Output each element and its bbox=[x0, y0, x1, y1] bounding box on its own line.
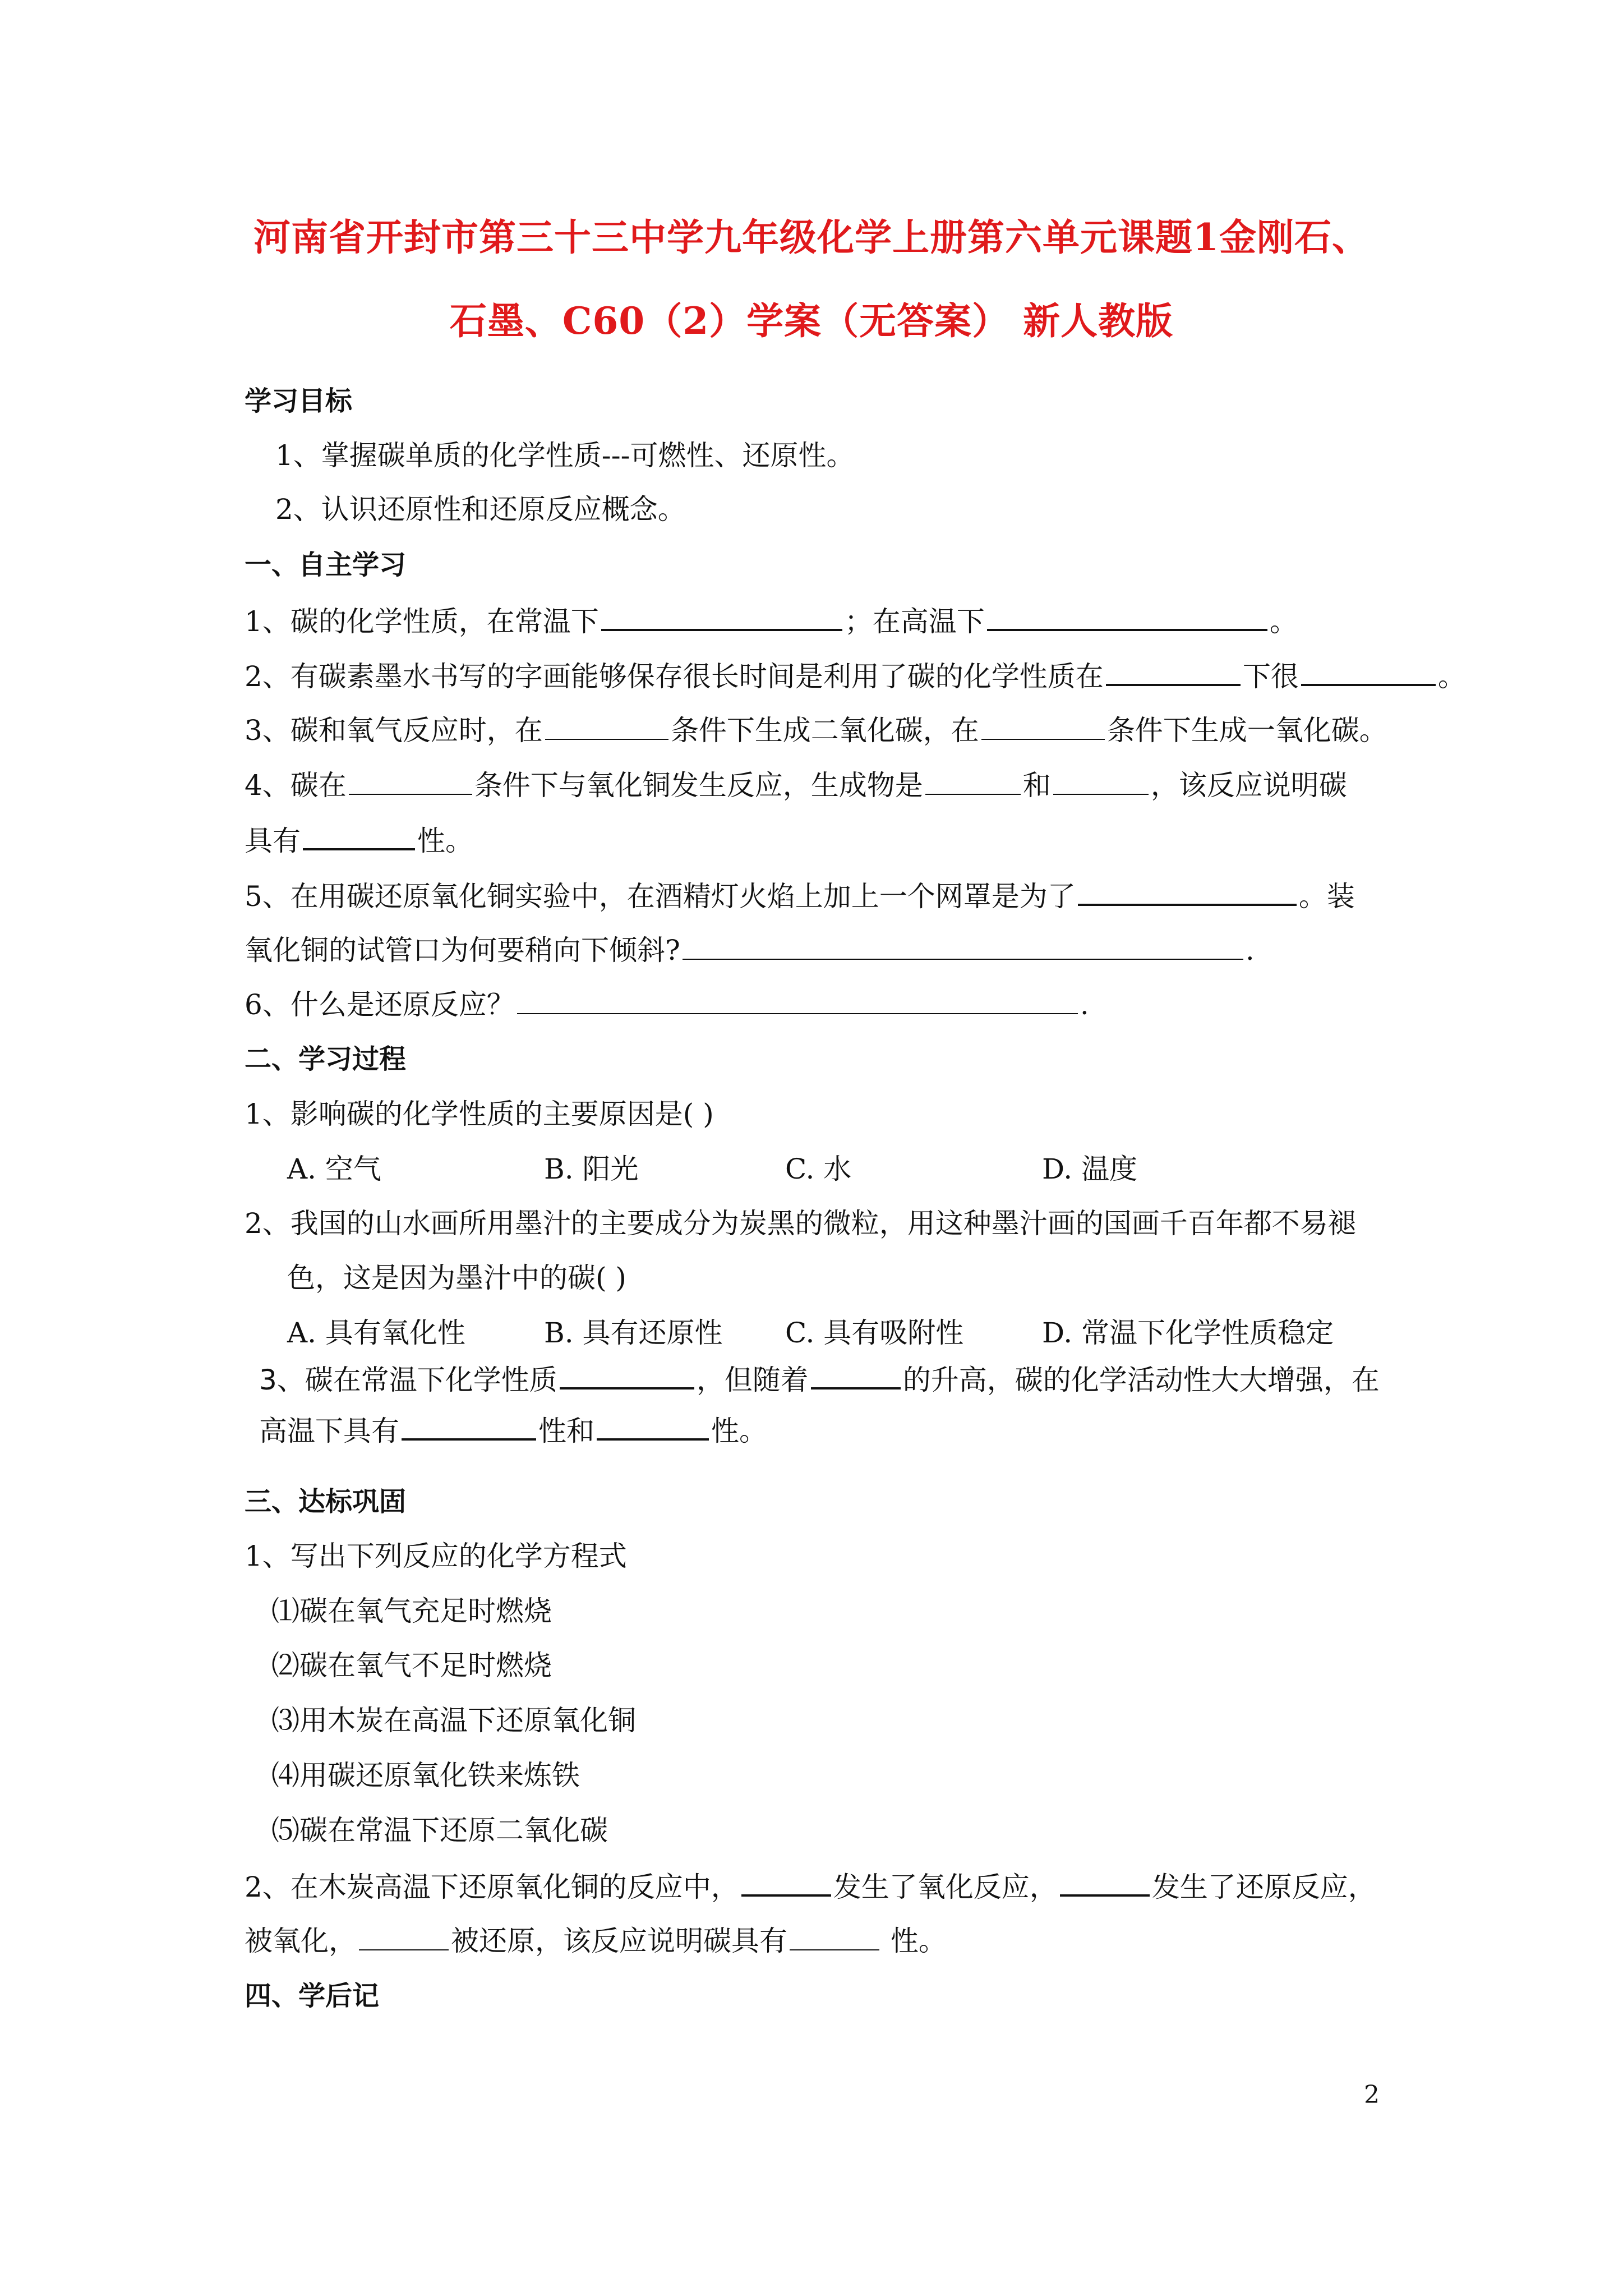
answer-blank[interactable] bbox=[303, 821, 415, 850]
self-study-heading: 一、自主学习 bbox=[245, 549, 407, 581]
self-study-q5-cont: 氧化铜的试管口为何要稍向下倾斜? . bbox=[245, 932, 1255, 968]
option-a[interactable]: A. 具有氧化性 bbox=[287, 1317, 465, 1349]
self-study-q5: 5、在用碳还原氧化铜实验中，在酒精灯火焰上加上一个网罩是为了 。装 bbox=[245, 877, 1355, 914]
process-q2-cont: 色，这是因为墨汁中的碳( ) bbox=[287, 1262, 626, 1294]
self-study-q2: 2、有碳素墨水书写的字画能够保存很长时间是利用了碳的化学性质在 下很 。 bbox=[245, 657, 1466, 694]
answer-blank[interactable] bbox=[517, 986, 1078, 1014]
answer-blank[interactable] bbox=[1053, 767, 1149, 795]
equation-item: ⑷用碳还原氧化铁来炼铁 bbox=[271, 1759, 580, 1792]
process-heading: 二、学习过程 bbox=[245, 1043, 407, 1075]
answer-blank[interactable] bbox=[811, 1360, 901, 1389]
answer-blank[interactable] bbox=[987, 602, 1267, 631]
answer-blank[interactable] bbox=[402, 1411, 536, 1441]
answer-blank[interactable] bbox=[349, 767, 472, 795]
document-title-line-2: 石墨、C60（2）学案（无答案） 新人教版 bbox=[449, 299, 1174, 343]
option-d[interactable]: D. 温度 bbox=[1042, 1153, 1138, 1185]
consolidate-q1: 1、写出下列反应的化学方程式 bbox=[245, 1540, 627, 1572]
option-b[interactable]: B. 阳光 bbox=[544, 1153, 639, 1185]
self-study-q4: 4、碳在 条件下与氧化铜发生反应，生成物是 和 ，该反应说明碳 bbox=[245, 767, 1347, 803]
self-study-q3: 3、碳和氧气反应时，在 条件下生成二氧化碳，在 条件下生成一氧化碳。 bbox=[245, 712, 1387, 748]
process-q2: 2、我国的山水画所用墨汁的主要成分为炭黑的微粒，用这种墨汁画的国画千百年都不易褪 bbox=[245, 1207, 1356, 1240]
consolidate-q2: 2、在木炭高温下还原氧化铜的反应中， 发生了氧化反应， 发生了还原反应， bbox=[245, 1867, 1376, 1905]
equation-item: ⑴碳在氧气充足时燃烧 bbox=[271, 1595, 552, 1627]
answer-blank[interactable] bbox=[1106, 657, 1241, 686]
process-q1: 1、影响碳的化学性质的主要原因是( ) bbox=[245, 1098, 714, 1130]
answer-blank[interactable] bbox=[790, 1922, 879, 1950]
process-q3-cont: 高温下具有 性和 性。 bbox=[259, 1411, 767, 1449]
equation-item: ⑶用木炭在高温下还原氧化铜 bbox=[271, 1704, 636, 1737]
self-study-q4-cont: 具有 性。 bbox=[245, 821, 473, 859]
answer-blank[interactable] bbox=[1060, 1867, 1150, 1897]
consolidate-q2-cont: 被氧化， 被还原，该反应说明碳具有 性。 bbox=[245, 1922, 947, 1959]
equation-item: ⑵碳在氧气不足时燃烧 bbox=[271, 1649, 552, 1682]
answer-blank[interactable] bbox=[560, 1360, 694, 1389]
objective-item: 1、掌握碳单质的化学性质---可燃性、还原性。 bbox=[275, 439, 855, 472]
answer-blank[interactable] bbox=[601, 602, 842, 631]
answer-blank[interactable] bbox=[741, 1867, 831, 1897]
option-c[interactable]: C. 水 bbox=[785, 1153, 852, 1185]
answer-blank[interactable] bbox=[981, 712, 1105, 740]
consolidate-heading: 三、达标巩固 bbox=[245, 1486, 407, 1517]
answer-blank[interactable] bbox=[683, 932, 1243, 960]
objectives-heading: 学习目标 bbox=[245, 385, 353, 417]
answer-blank[interactable] bbox=[925, 767, 1021, 795]
self-study-q1: 1、碳的化学性质，在常温下 ；在高温下 。 bbox=[245, 602, 1298, 639]
answer-blank[interactable] bbox=[545, 712, 668, 740]
option-b[interactable]: B. 具有还原性 bbox=[544, 1317, 723, 1349]
answer-blank[interactable] bbox=[1078, 877, 1297, 906]
equation-item: ⑸碳在常温下还原二氧化碳 bbox=[271, 1814, 608, 1847]
afterword-heading: 四、学后记 bbox=[245, 1980, 380, 2012]
answer-blank[interactable] bbox=[597, 1411, 709, 1441]
option-a[interactable]: A. 空气 bbox=[287, 1153, 381, 1185]
document-title-line-1: 河南省开封市第三十三中学九年级化学上册第六单元课题1金刚石、 bbox=[253, 215, 1370, 259]
self-study-q6: 6、什么是还原反应？ . bbox=[245, 986, 1089, 1023]
page-number: 2 bbox=[1364, 2081, 1380, 2109]
answer-blank[interactable] bbox=[359, 1922, 449, 1950]
option-c[interactable]: C. 具有吸附性 bbox=[785, 1317, 964, 1349]
process-q3: 3、碳在常温下化学性质 ，但随着 的升高，碳的化学活动性大大增强，在 bbox=[259, 1360, 1380, 1398]
option-d[interactable]: D. 常温下化学性质稳定 bbox=[1042, 1317, 1334, 1349]
objective-item: 2、认识还原性和还原反应概念。 bbox=[275, 493, 686, 526]
answer-blank[interactable] bbox=[1301, 657, 1436, 686]
